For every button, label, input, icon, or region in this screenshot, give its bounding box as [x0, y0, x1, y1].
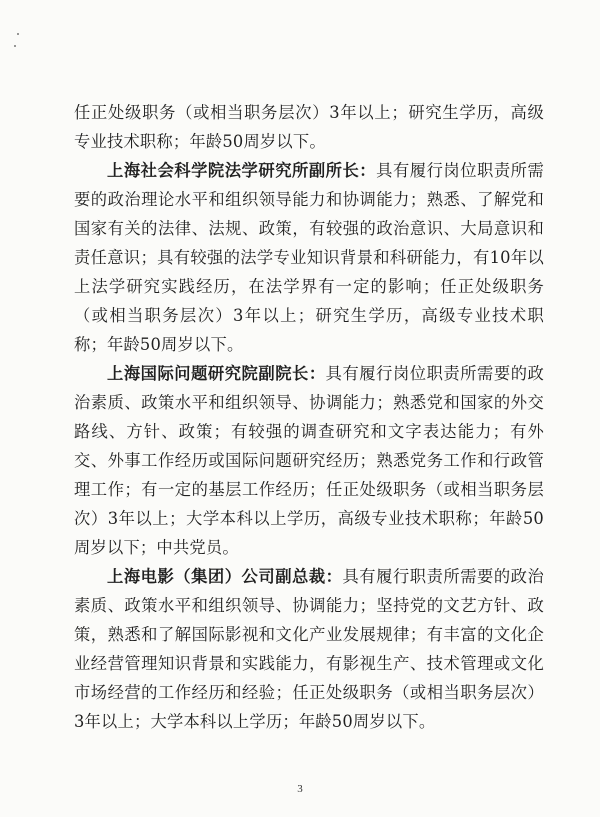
position-title: 上海电影（集团）公司副总裁： — [107, 567, 343, 586]
scan-speck — [17, 33, 19, 35]
position-title: 上海社会科学院法学研究所副所长： — [107, 161, 377, 180]
paragraph-text: 具有履行职责所需要的政治素质、政策水平和组织领导、协调能力；坚持党的文艺方针、政策，熟悉和了解国际影视和文化产业发展规律；有丰富的文化企业经营管理知识背景和实践能力，有影视生产、技术管理或文化市场经营的工作经历和经验；任正处级职务（或相当职务层次）3年以上；大学本科以上学历；年龄50周岁以下。 — [74, 567, 544, 731]
document-body — [74, 98, 544, 736]
paragraph-text: 任正处级职务（或相当职务层次）3年以上；研究生学历，高级专业技术职称；年龄50周岁以下。 — [74, 103, 544, 151]
paragraph-text: 具有履行岗位职责所需要的政治理论水平和组织领导能力和协调能力；熟悉、了解党和国家有关的法律、法规、政策，有较强的政治意识、大局意识和责任意识；具有较强的法学专业知识背景和科研能力，有10年以上法学研究实践经历，在法学界有一定的影响；任正处级职务（或相当职务层次）3年以上；研究生学历，高级专业技术职称；年龄50周岁以下。 — [74, 161, 544, 354]
paragraph-international-studies — [74, 359, 544, 562]
scan-speck — [14, 45, 16, 47]
position-title: 上海国际问题研究院副院长： — [107, 364, 326, 383]
paragraph-film-group — [74, 562, 544, 736]
paragraph-law-institute — [74, 156, 544, 359]
paragraph-continuation — [74, 98, 544, 156]
page-number: 3 — [297, 783, 303, 795]
paragraph-text: 具有履行岗位职责所需要的政治素质、政策水平和组织领导、协调能力；熟悉党和国家的外交路线、方针、政策；有较强的调查研究和文字表达能力；有外交、外事工作经历或国际问题研究经历；熟悉党务工作和行政管理工作；有一定的基层工作经历；任正处级职务（或相当职务层次）3年以上；大学本科以上学历，高级专业技术职称；年龄50周岁以下；中共党员。 — [74, 364, 544, 557]
